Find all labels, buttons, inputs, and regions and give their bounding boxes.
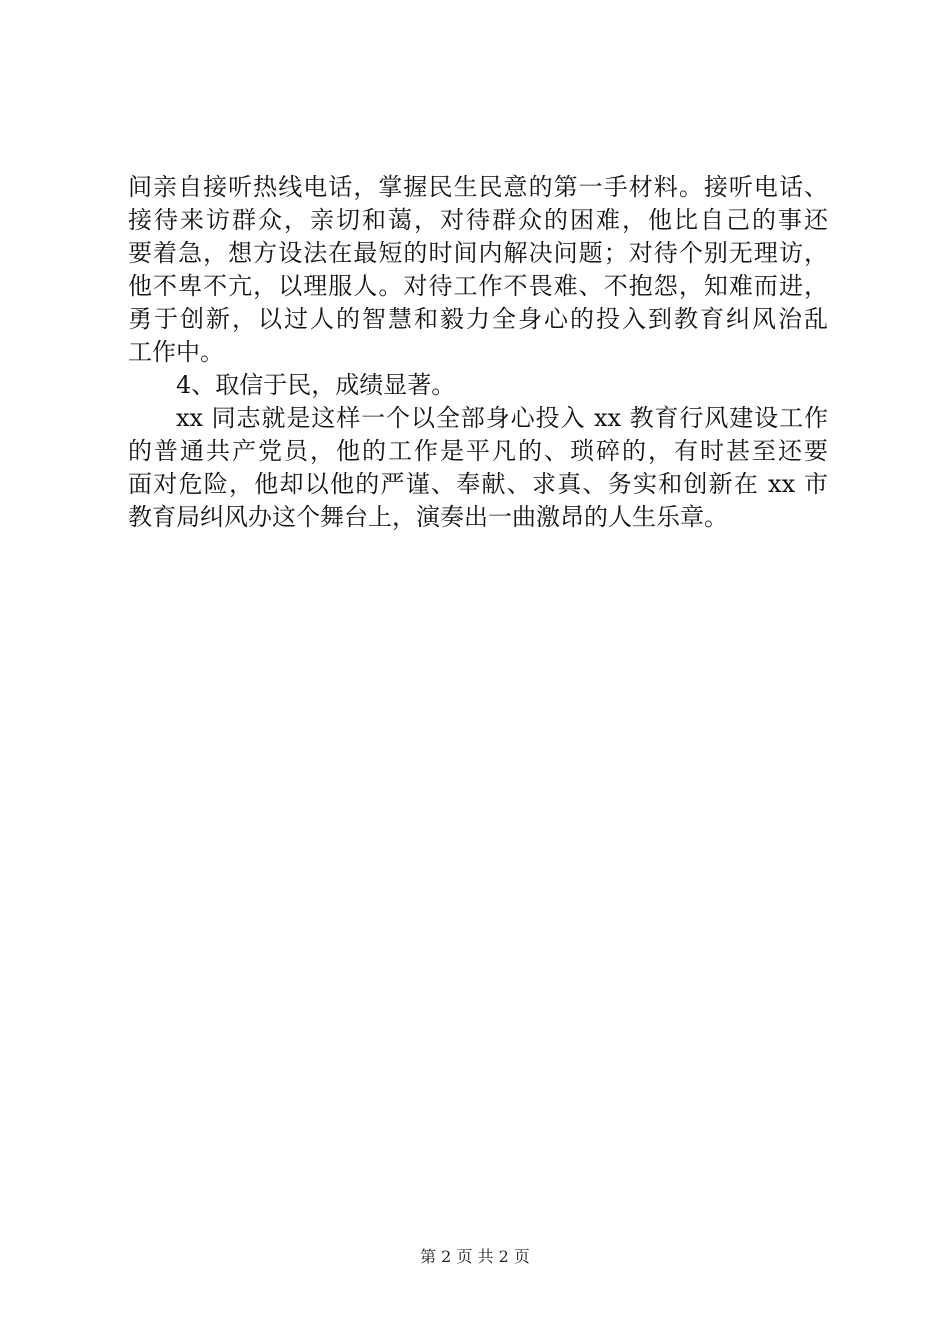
section-heading-4: [128, 369, 828, 402]
document-body: [128, 171, 828, 534]
page-number-footer: 第 2 页 共 2 页: [420, 1247, 530, 1266]
text-line: 间亲自接听热线电话，掌握民生民意的第一手材料。接听电话、: [128, 173, 828, 201]
section-heading: 4、取信于民，成绩显著。: [176, 371, 456, 399]
text-line: xx 同志就是这样一个以全部身心投入 xx 教育行风建设工作: [176, 404, 828, 432]
text-line: 要着急，想方设法在最短的时间内解决问题；对待个别无理访，: [128, 239, 828, 267]
paragraph-work-attitude: [128, 171, 828, 369]
text-line: 教育局纠风办这个舞台上，演奏出一曲激昂的人生乐章。: [128, 503, 728, 531]
text-line: 工作中。: [128, 338, 224, 366]
text-line: 他不卑不亢，以理服人。对待工作不畏难、不抱怨，知难而进，: [128, 272, 828, 300]
paragraph-conclusion: [128, 402, 828, 534]
text-line: 面对危险，他却以他的严谨、奉献、求真、务实和创新在 xx 市: [128, 470, 828, 498]
text-line: 接待来访群众，亲切和蔼，对待群众的困难，他比自己的事还: [128, 206, 828, 234]
text-line: 的普通共产党员，他的工作是平凡的、琐碎的，有时甚至还要: [128, 437, 828, 465]
text-line: 勇于创新，以过人的智慧和毅力全身心的投入到教育纠风治乱: [128, 305, 828, 333]
